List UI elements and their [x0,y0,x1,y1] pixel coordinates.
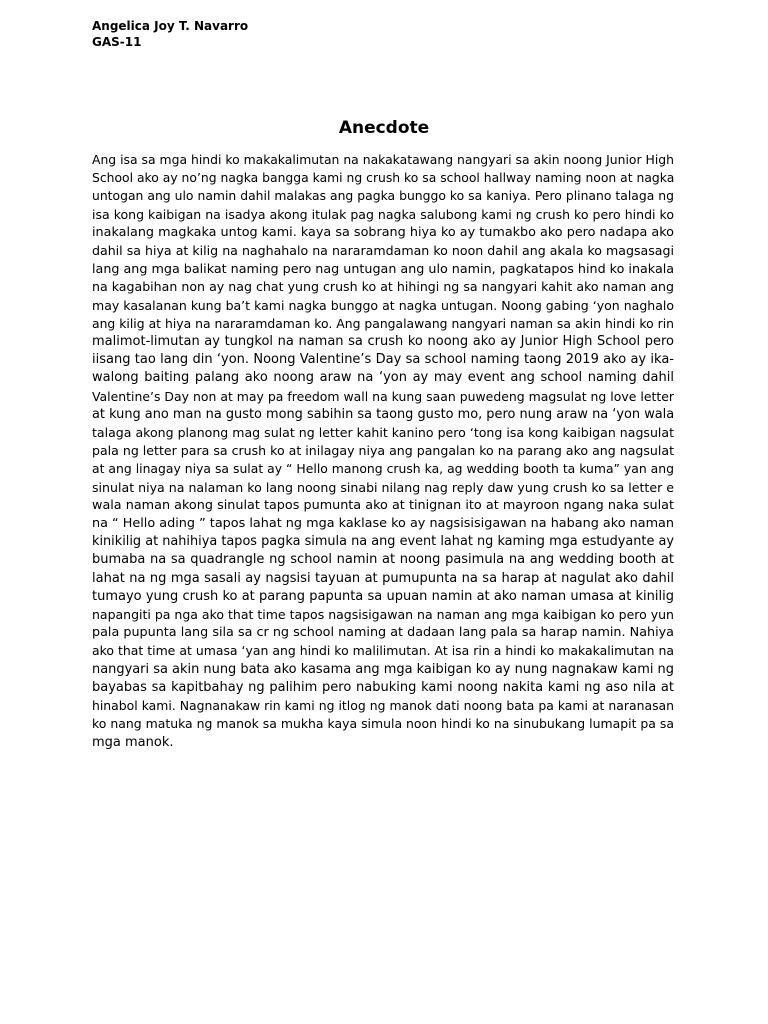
body-line: sinulat niya na nalaman ko lang noong sinabi nilang nag reply daw yung crush ko sa letter e [92,479,674,495]
body-line: wala naman akong sinulat tapos pumunta ako at tinignan ito at mayroon ngang naka sulat [92,497,674,513]
body-line: Ang isa sa mga hindi ko makakalimutan na nakakatawang nangyari sa akin noong Junior High [92,153,674,167]
body-line: inakalang magkaka untog kami. kaya sa sobrang hiya ko ay tumakbo ako pero nadapa ako [92,224,674,240]
section-label: GAS-11 [92,35,142,49]
body-line: ang kilig at hiya na nararamdaman ko. Ang pangalawang nangyari naman sa akin hindi ko rin [92,316,674,331]
body-line: at ang linagay niya sa sulat ay “ Hello manong crush ka, ag wedding booth ta kuma” yan ang [92,461,674,477]
body-line: at kung ano man na gusto mong sabihin sa taong gusto mo, pero nung araw na ‘yon wala [92,406,675,422]
body-line: hinabol kami. Nagnanakaw rin kami ng itlog ng manok dati noong bata pa kami at naranasan [92,698,674,714]
author-name: Angelica Joy T. Navarro [92,19,249,33]
body-line: kinikilig at nahihiya tapos pagka simula na ang event lahat ng kaming mga estudyante ay [92,534,674,550]
body-line: na kagabihan non ay nag chat yung crush ko at hihingi ng sa nangyari kahit ako naman ang [92,279,674,295]
body-line: mga manok. [92,734,174,750]
body-line: iisang tao lang din ‘yon. Noong Valentine’s Day sa school naming taong 2019 ako ay ika- [92,352,674,368]
document-title: Anecdote [338,118,430,138]
body-line: bayabas sa kapitbahay ng palihim pero nabuking kami noong nakita kami ng aso nila at [92,679,674,695]
body-line: Valentine’s Day non at may pa freedom wall na kung saan puwedeng magsulat ng love letter [92,388,674,404]
body-line: tumayo yung crush ko at parang papunta sa upuan namin at ako naman umasa at kinilig [92,588,674,604]
body-line: talaga akong planong mag sulat ng letter kahit kanino pero ‘tong isa kong kaibigan nagsulat [92,425,674,441]
body-line: may kasalanan kung ba’t kami nagka bunggo at nagka untugan. Noong gabing ‘yon naghalo [92,297,674,313]
body-line: nangyari sa akin nung bata ako kasama ang mga kaibigan ko ay nung nagnakaw kami ng [92,661,674,677]
body-line: School ako ay no’ng nagka bangga kami ng crush ko sa school hallway naming noon at nagka [92,171,675,186]
body-line: lang ang mga balikat naming pero nag untugan ang ulo namin, pagkatapos hind ko inakala [92,261,675,277]
body-line: pala ng letter para sa crush ko at inilagay niya ang pangalan ko na parang ako ang nagsulat [92,443,674,459]
body-line: pala pupunta lang sila sa cr ng school naming at dadaan lang pala sa harap namin. Nahiya [92,625,674,641]
body-line: lahat na ng mga sasali ay nagsisi tayuan at pumupunta na sa harap at nagulat ako dahil [92,570,674,586]
body-line: bumaba na sa quadrangle ng school namin at noong pasimula na ang wedding booth at [92,552,674,568]
body-line: na “ Hello ading ” tapos lahat ng mga kaklase ko ay nagsisisigawan na habang ako naman [92,516,674,532]
body-line: isa kong kaibigan na isadya akong itulak pag nagka salubong kami ng crush ko pero hindi ko [92,206,674,222]
body-line: ako that time at umasa ‘yan ang hindi ko malilimutan. At isa rin a hindi ko makakalimutan na [92,643,674,659]
anecdote-body [92,151,674,752]
body-line: napangiti pa nga ako that time tapos nagsisigawan na naman ang mga kaibigan ko pero yun [92,607,674,623]
author-header [92,18,248,50]
body-line: malimot-limutan ay tungkol na naman sa crush ko noong ako ay Junior High School pero [92,334,674,350]
body-line: dahil sa hiya at kilig na naghahalo na nararamdaman ko noon dahil ang akala ko magsasagi [92,243,674,259]
body-line: ko nang matuka ng manok sa mukha kaya simula noon hindi ko na sinubukang lumapit pa sa [92,716,674,732]
body-line: walong baiting palang ako noong araw na ‘yon ay may event ang school naming dahil [92,370,674,386]
body-line: untogan ang ulo namin dahil malakas ang pagka bunggo ko sa kaniya. Pero plinano talaga ng [92,189,674,204]
